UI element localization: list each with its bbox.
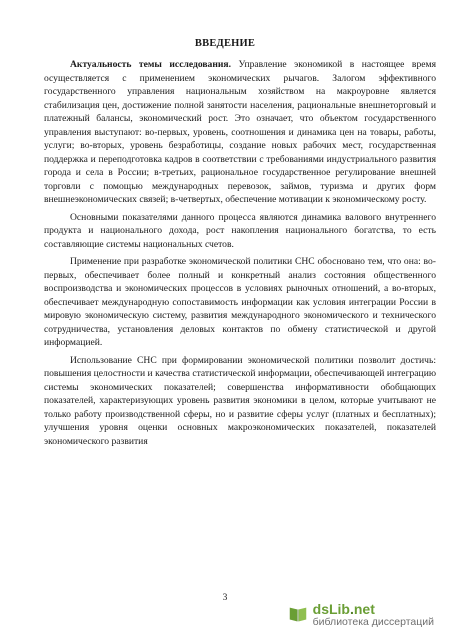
paragraph-2 xyxy=(44,211,436,252)
paragraph-text: Управление экономикой в настоящее время осуществляется с применением экономических рычагов. Залогом эффективного государственного управления национальным хозяйством на макроуровне является стабилизация цен, достижение полной занятости населения, рациональные внешнеторговый и платежный балансы, экономический рост. Это означает, что объектом государственного управления выступают: во-первых, уровень, соотношения и динамика цен на товары, работы, услуги; во-вторых, уровень безработицы, создание новых рабочих мест, государственная поддержка и переподготовка кадров в соответствии с требованиями индустриального развития города и села в России; в-третьих, рациональное государственное регулирование внешней торговли с помощью международных перевозок, займов, туризма и других форм внешнеэкономических связей; в-четвертых, обеспечение мотивации к экономическому росту. xyxy=(44,59,436,205)
watermark-text xyxy=(313,602,434,628)
paragraph-4 xyxy=(44,354,436,449)
page-title: ВВЕДЕНИЕ xyxy=(194,38,256,49)
book-icon xyxy=(287,603,309,625)
paragraph-1 xyxy=(44,58,436,207)
document-body xyxy=(44,58,436,452)
paragraph-3 xyxy=(44,255,436,350)
paragraph-text: Применение при разработке экономической политики СНС обосновано тем, что она: во-первых, обеспечивает более полный и конкретный анализ состояния общественного воспроизводства и экономических процессов в условиях рыночных отношений, а во-вторых, обеспечивает международную сопоставимость информации как условия интеграции России в мировую экономическую систему, развития международного экономического и технического сотрудничества, установления деловых контактов по обмену статистической и другой информацией. xyxy=(44,256,436,348)
paragraph-text: Использование СНС при формировании экономической политики позволит достичь: повышения целостности и качества статистической информации, обеспечивающей интеграцию системы экономических показателей; совершенства информативности обобщающих показателей, характеризующих уровень развития экономики в целом, которые учитывают не только работу производственной сферы, но и развитие сферы услуг (платных и бесплатных); улучшения уровня оценки основных макроэкономических показателей, показателей экономического развития xyxy=(44,354,436,447)
paragraph-lead: Актуальность темы исследования. xyxy=(70,59,231,70)
paragraph-text: Основными показателями данного процесса являются динамика валового внутреннего продукта и национального дохода, рост накопления национального богатства, то есть составляющие системы национальных счетов. xyxy=(44,211,436,250)
dslib-watermark xyxy=(287,602,434,628)
watermark-subtitle: библиотека диссертаций xyxy=(312,615,434,628)
page-number: 3 xyxy=(222,593,228,603)
watermark-brand: dsLib.net xyxy=(312,600,375,617)
